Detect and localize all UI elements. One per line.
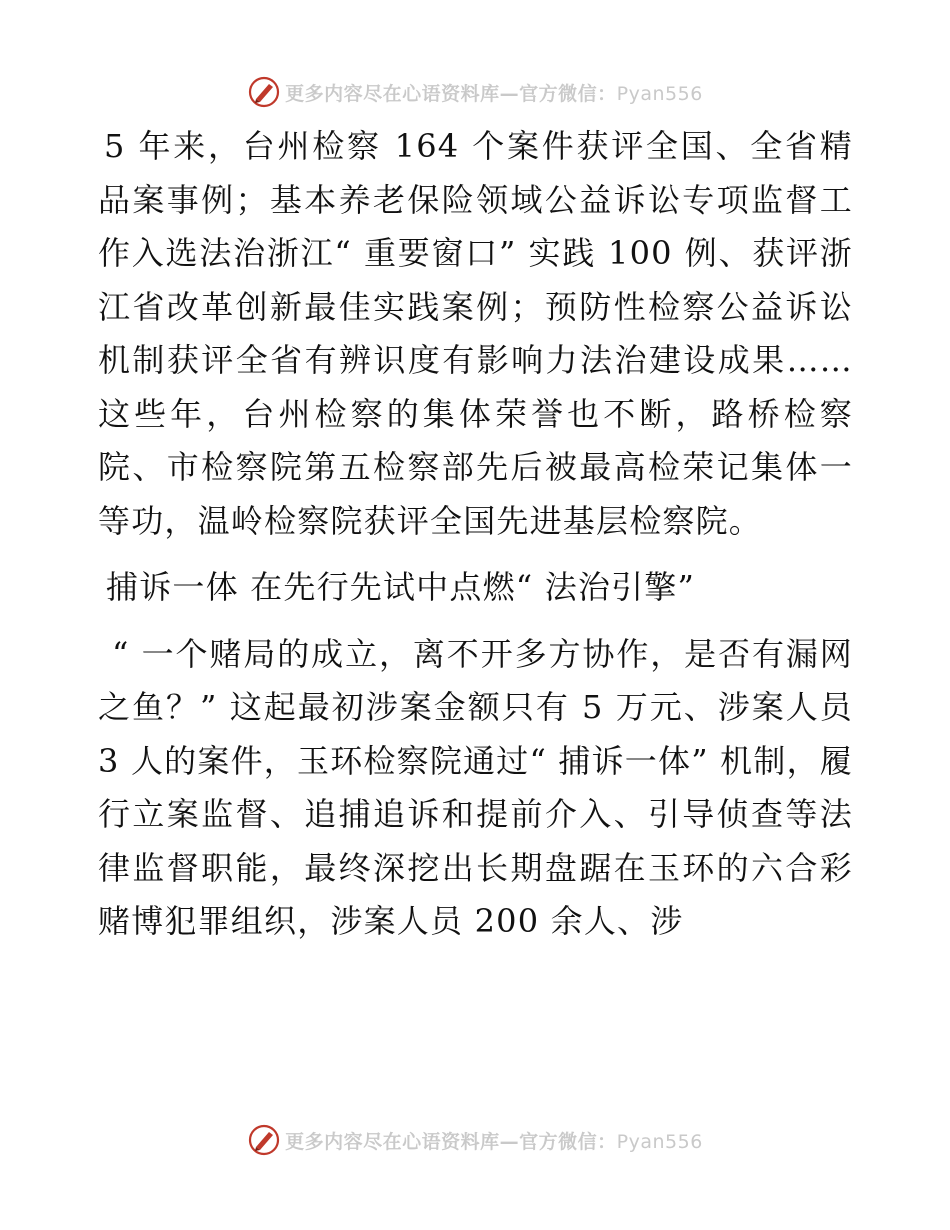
document-body [98,120,853,949]
wechat-id: Pyan556 [616,1130,703,1153]
header-watermark-banner [0,72,950,112]
wechat-id: Pyan556 [616,82,703,105]
pen-logo-icon [247,75,281,109]
paragraph-awards: 5 年来，台州检察 164 个案件获评全国、全省精品案事例；基本养老保险领域公益诉讼专项监督工作入选法治浙江“ 重要窗口” 实践 100 例、获评浙江省改革创新最佳实践案例；预防性检察公益诉讼机制获评全省有辨识度有影响力法治建设成果……这些年，台州检察的集体荣誉也不断，路桥检察院、市检察院第五检察部先后被最高检荣记集体一等功，温岭检察院获评全国先进基层检察院。 [98,127,853,540]
paragraph-case: “ 一个赌局的成立，离不开多方协作，是否有漏网之鱼？” 这起最初涉案金额只有 5 万元、涉案人员 3 人的案件，玉环检察院通过“ 捕诉一体” 机制，履行立案监督、追捕追诉和提前介入、引导侦查等法律监督职能，最终深挖出长期盘踞在玉环的六合彩赌博犯罪组织，涉案人员 200 余人、涉 [98,634,853,940]
pen-logo-icon [247,1123,281,1157]
watermark-text: 更多内容尽在心语资料库—官方微信：Pyan556 [285,1130,703,1153]
section-heading: 捕诉一体 在先行先试中点燃“ 法治引擎” [106,568,696,606]
watermark-text: 更多内容尽在心语资料库—官方微信：Pyan556 [285,82,703,105]
footer-watermark-banner [0,1120,950,1160]
